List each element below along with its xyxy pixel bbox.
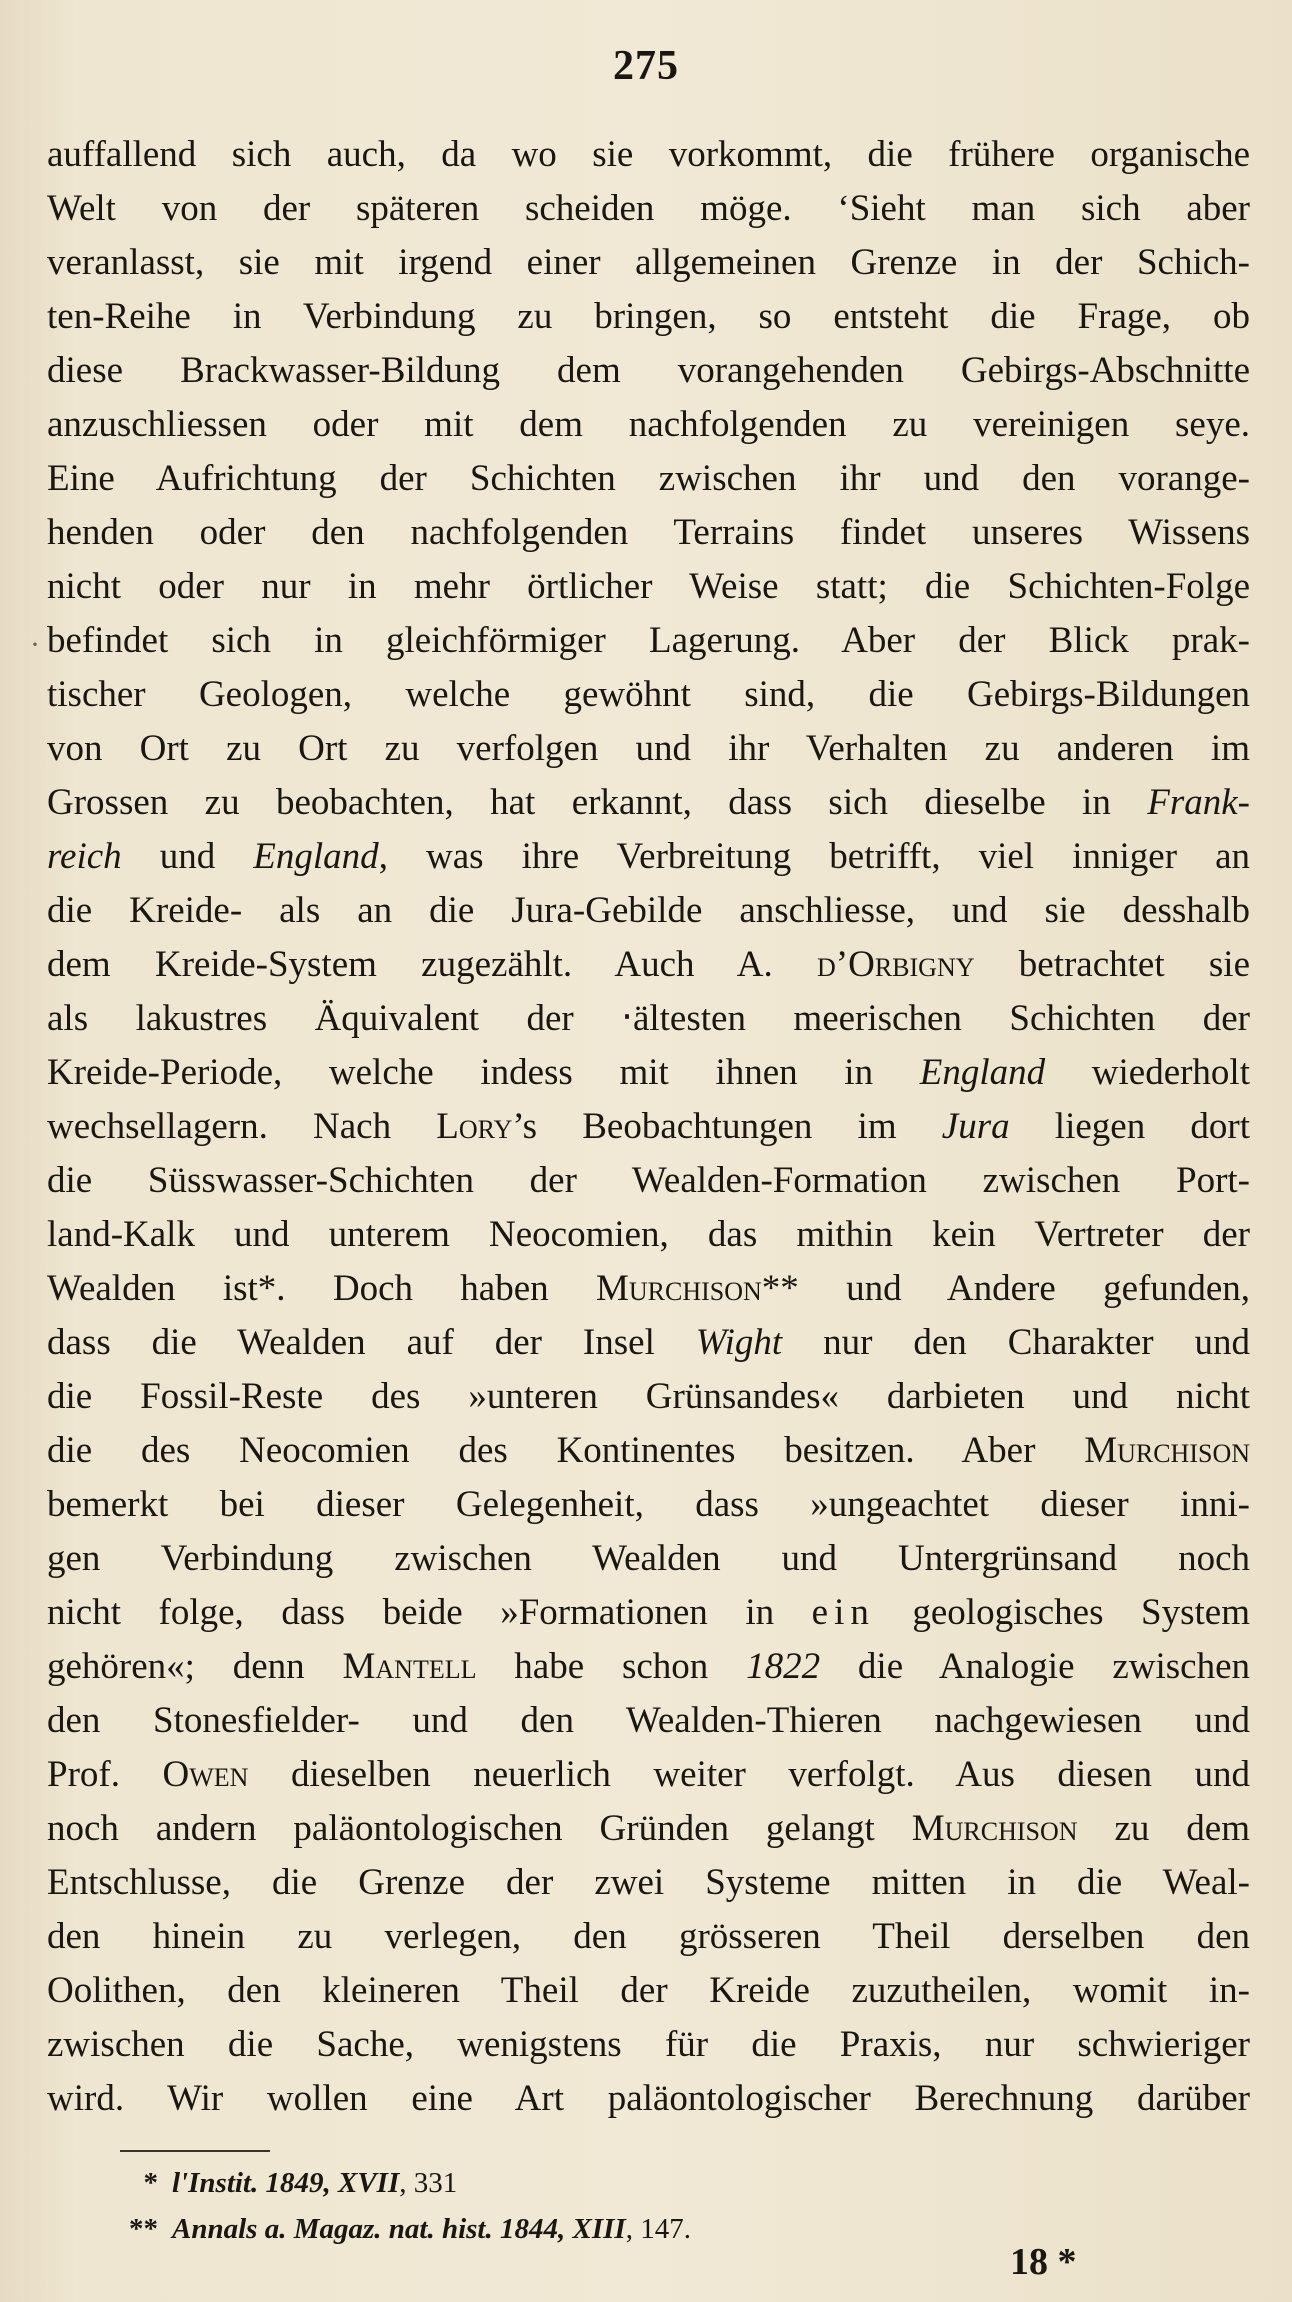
italic-term: England [919,1052,1046,1093]
text-line: die Fossil-Reste des »unteren Grünsandes« darbieten und nicht [47,1376,1250,1417]
text-line: henden oder den nachfolgenden Terrains findet unseres Wissens [47,512,1250,553]
text-line: als lakustres Äquivalent der ‧ältesten meerischen Schichten der [47,998,1250,1039]
text-line: auffallend sich auch, da wo sie vorkommt, die frühere organische [47,134,1250,175]
footnote [120,2160,1020,2206]
text-line: zwischen die Sache, wenigstens für die Praxis, nur schwieriger [47,2024,1250,2065]
author-name: Owen [162,1754,249,1795]
italic-term: 1822 [746,1646,821,1687]
text-line: nicht folge, dass beide »Formationen in ein geologisches System [47,1592,1250,1633]
italic-term: Jura [941,1106,1010,1147]
footnote-mark: ** [129,2213,158,2245]
author-name: Lory [436,1106,513,1147]
footnote-mark: * [143,2167,158,2199]
text-line: wird. Wir wollen eine Art paläontologischer Berechnung darüber [47,2078,1250,2119]
text-line: die Süsswasser-Schichten der Wealden-Formation zwischen Port- [47,1160,1250,1201]
signature-mark: 18 * [1010,2241,1077,2283]
text-line: diese Brackwasser-Bildung dem vorangehenden Gebirgs-Abschnitte [47,350,1250,391]
text-line: veranlasst, sie mit irgend einer allgemeinen Grenze in der Schich- [47,242,1250,283]
footnote-page: , 331 [399,2167,458,2199]
text-line: reich und England, was ihre Verbreitung betrifft, viel inniger an [47,836,1251,877]
text-line: gehören«; denn Mantell habe schon 1822 die Analogie zwischen [47,1646,1250,1687]
author-name: Mantell [342,1646,477,1687]
text-line: den Stonesfielder- und den Wealden-Thieren nachgewiesen und [47,1700,1250,1741]
italic-term: Frank- [1147,782,1250,823]
text-line: noch andern paläontologischen Gründen gelangt Murchison zu dem [47,1808,1250,1849]
text-line: land-Kalk und unterem Neocomien, das mithin kein Vertreter der [47,1214,1250,1255]
author-name: Murchison [911,1808,1078,1849]
footnote-source: Annals a. Magaz. nat. hist. 1844, XIII [172,2213,626,2245]
text-line: tischer Geologen, welche gewöhnt sind, die Gebirgs-Bildungen [47,674,1250,715]
page-number: 275 [613,43,679,89]
text-line: ten-Reihe in Verbindung zu bringen, so entsteht die Frage, ob [47,296,1250,337]
author-name: d’Orbigny [817,944,975,985]
author-name: Murchison [1084,1430,1250,1471]
text-line: dass die Wealden auf der Insel Wight nur den Charakter und [47,1322,1250,1363]
text-line: anzuschliessen oder mit dem nachfolgenden zu vereinigen seye. [47,404,1250,445]
text-line: bemerkt bei dieser Gelegenheit, dass »ungeachtet dieser inni- [47,1484,1250,1525]
text-line: Welt von der späteren scheiden möge. ‘Sieht man sich aber [47,188,1250,229]
text-line: die Kreide- als an die Jura-Gebilde anschliesse, und sie desshalb [47,890,1250,931]
text-line: die des Neocomien des Kontinentes besitzen. Aber Murchison [47,1430,1250,1471]
italic-term: England [253,836,379,877]
text-line: Kreide-Periode, welche indess mit ihnen in England wiederholt [47,1052,1250,1093]
text-line: von Ort zu Ort zu verfolgen und ihr Verhalten zu anderen im [47,728,1250,769]
text-line: Wealden ist*. Doch haben Murchison** und Andere gefunden, [47,1268,1251,1309]
footnote [120,2206,1020,2252]
margin-mark: · [30,628,40,661]
text-line: Grossen zu beobachten, hat erkannt, dass sich dieselbe in Frank- [47,782,1250,823]
text-line: Prof. Owen dieselben neuerlich weiter verfolgt. Aus diesen und [47,1754,1250,1795]
text-line: Eine Aufrichtung der Schichten zwischen ihr und den vorange- [47,458,1250,499]
italic-term: Wight [695,1322,783,1363]
footnote-page: , 147. [625,2213,691,2245]
footnote-source: l'Instit. 1849, XVII [172,2167,400,2199]
text-line: gen Verbindung zwischen Wealden und Untergrünsand noch [47,1538,1250,1579]
text-line: nicht oder nur in mehr örtlicher Weise statt; die Schichten-Folge [47,566,1250,607]
spaced-term: ein [811,1592,875,1633]
text-line: Oolithen, den kleineren Theil der Kreide zuzutheilen, womit in- [47,1970,1250,2011]
footnotes [120,2150,1020,2252]
text-line: Entschlusse, die Grenze der zwei Systeme mitten in die Weal- [47,1862,1250,1903]
text-line: dem Kreide-System zugezählt. Auch A. d’Orbigny betrachtet sie [47,944,1250,985]
author-name: Murchison [595,1268,762,1309]
text-line: den hinein zu verlegen, den grösseren Theil derselben den [47,1916,1250,1957]
italic-term: reich [47,836,122,877]
text-line: wechsellagern. Nach Lory’s Beobachtungen im Jura liegen dort [47,1106,1250,1147]
text-line: befindet sich in gleichförmiger Lagerung. Aber der Blick prak- [47,620,1250,661]
body-text [47,128,1250,2126]
